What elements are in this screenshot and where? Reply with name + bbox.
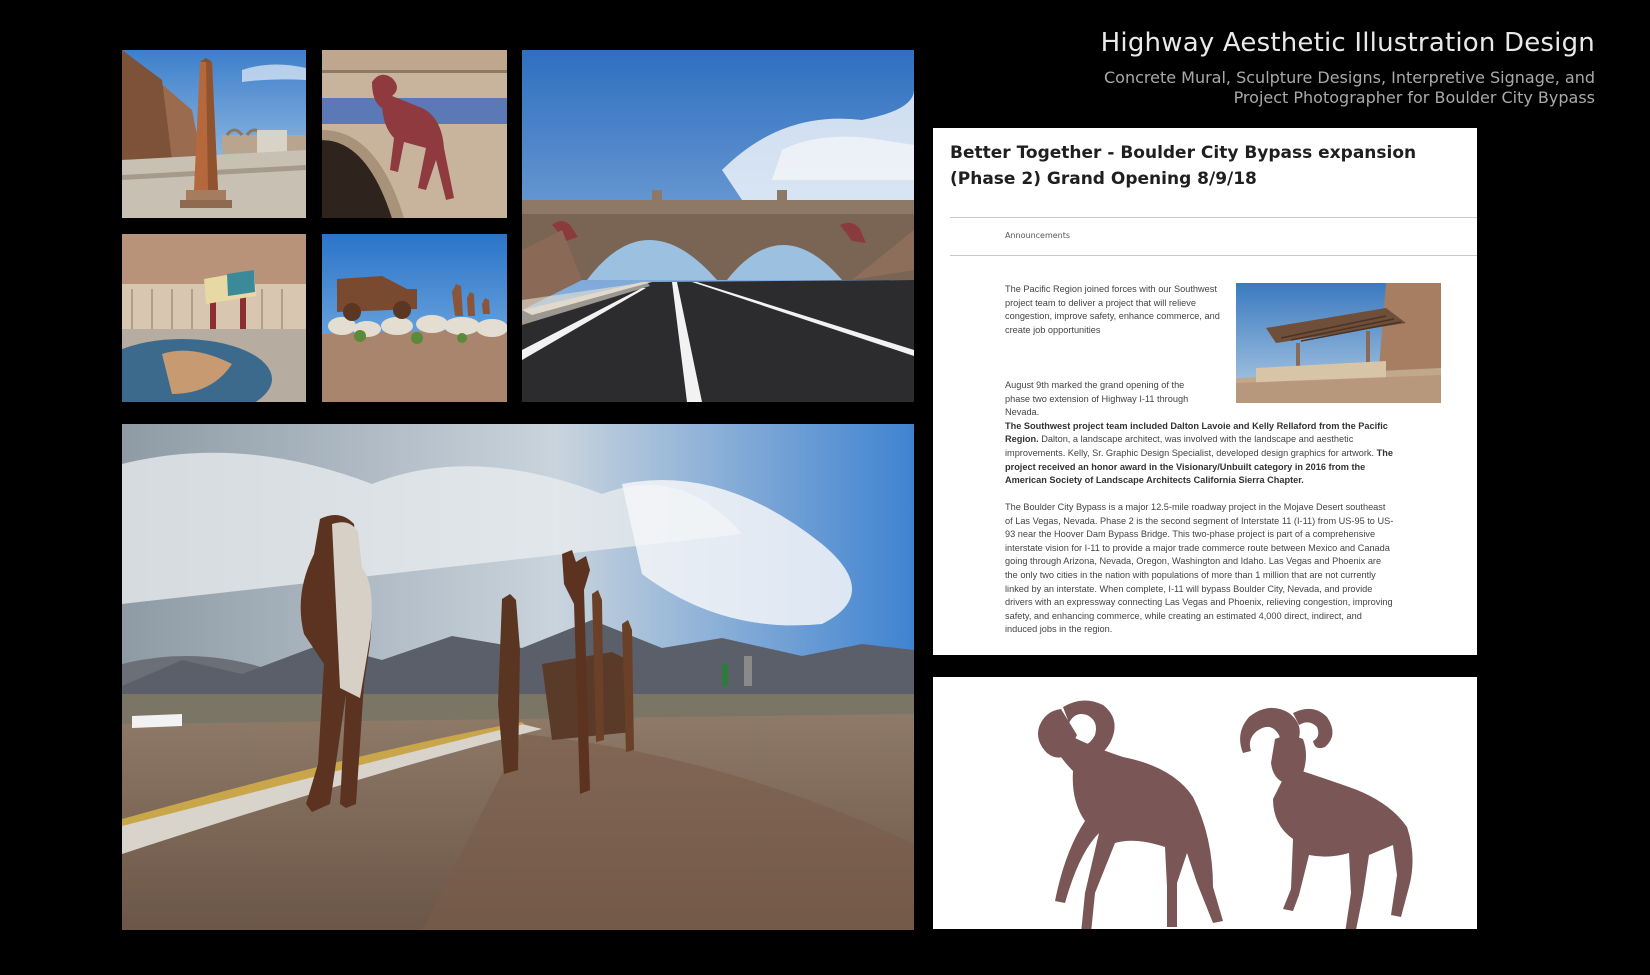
divider (950, 217, 1477, 218)
p2-details: Dalton, a landscape architect, was involved with the landscape and aesthetic improvements. Kelly, Sr. Graphic Design Specialist, developed design graphics for artwork. (1005, 434, 1375, 458)
article-category[interactable]: Announcements (1005, 231, 1071, 240)
p2-team: The Southwest project team included Dalton Lavoie and Kelly Rellaford from the Pacific Region. (1005, 420, 1388, 445)
photo-interpretive-sign (122, 234, 306, 402)
ram-illustrations-card (933, 677, 1477, 929)
ram-illustration-right (1240, 708, 1412, 929)
p2-award: The project received an honor award in the Visionary/Unbuilt category in 2016 from the American Society of Landscape Architects California Sierra Chapter. (1005, 447, 1393, 486)
photo-ram-mural (322, 50, 507, 218)
article-title[interactable]: Better Together - Boulder City Bypass expansion (Phase 2) Grand Opening 8/9/18 (950, 143, 1417, 189)
subtitle-line-1: Concrete Mural, Sculpture Designs, Interpretive Signage, and (1103, 68, 1595, 87)
article-paragraph-opening (1005, 379, 1395, 488)
subtitle-line-2: Project Photographer for Boulder City Bypass (1233, 88, 1595, 107)
page-title: Highway Aesthetic Illustration Design (1100, 28, 1595, 58)
photo-arch-bridge (522, 50, 914, 402)
divider (950, 255, 1477, 256)
article-intro: The Pacific Region joined forces with our Southwest project team to deliver a project that will relieve congestion, improve safety, enhance commerce, and create job opportunities (1005, 284, 1220, 335)
photo-obelisk (122, 50, 306, 218)
ram-illustration-left (1038, 700, 1223, 929)
article-paragraph-project: The Boulder City Bypass is a major 12.5-mile roadway project in the Mojave Desert southeast of Las Vegas, Nevada. Phase 2 is the second segment of Interstate 11 (I-11) from US-95 to US-93 near the Hoover Dam Bypass Bridge. This two-phase project is part of a comprehensive interstate vision for I-11 to provide a major trade commerce route between Mexico and Canada going through Arizona, Nevada, Oregon, Washington and Idaho. Las Vegas and Phoenix are the only two cities in the nation with populations of more than 1 million that are not currently linked by an interstate. When complete, I-11 will bypass Boulder City, Nevada, and provide drivers with an expressway connecting Las Vegas and Phoenix, relieving congestion, improving safety, and enhancing commerce, while creating an estimated 4,000 direct, indirect, and induced jobs in the region. (1005, 502, 1394, 635)
page-subtitle (995, 68, 1595, 108)
photo-truck-sculpture (322, 234, 507, 402)
p2-lead: August 9th marked the grand opening of the phase two extension of Highway I-11 through Nevada. (1005, 380, 1189, 418)
photo-sculpture-landscape (122, 424, 914, 930)
article-card (933, 128, 1477, 655)
